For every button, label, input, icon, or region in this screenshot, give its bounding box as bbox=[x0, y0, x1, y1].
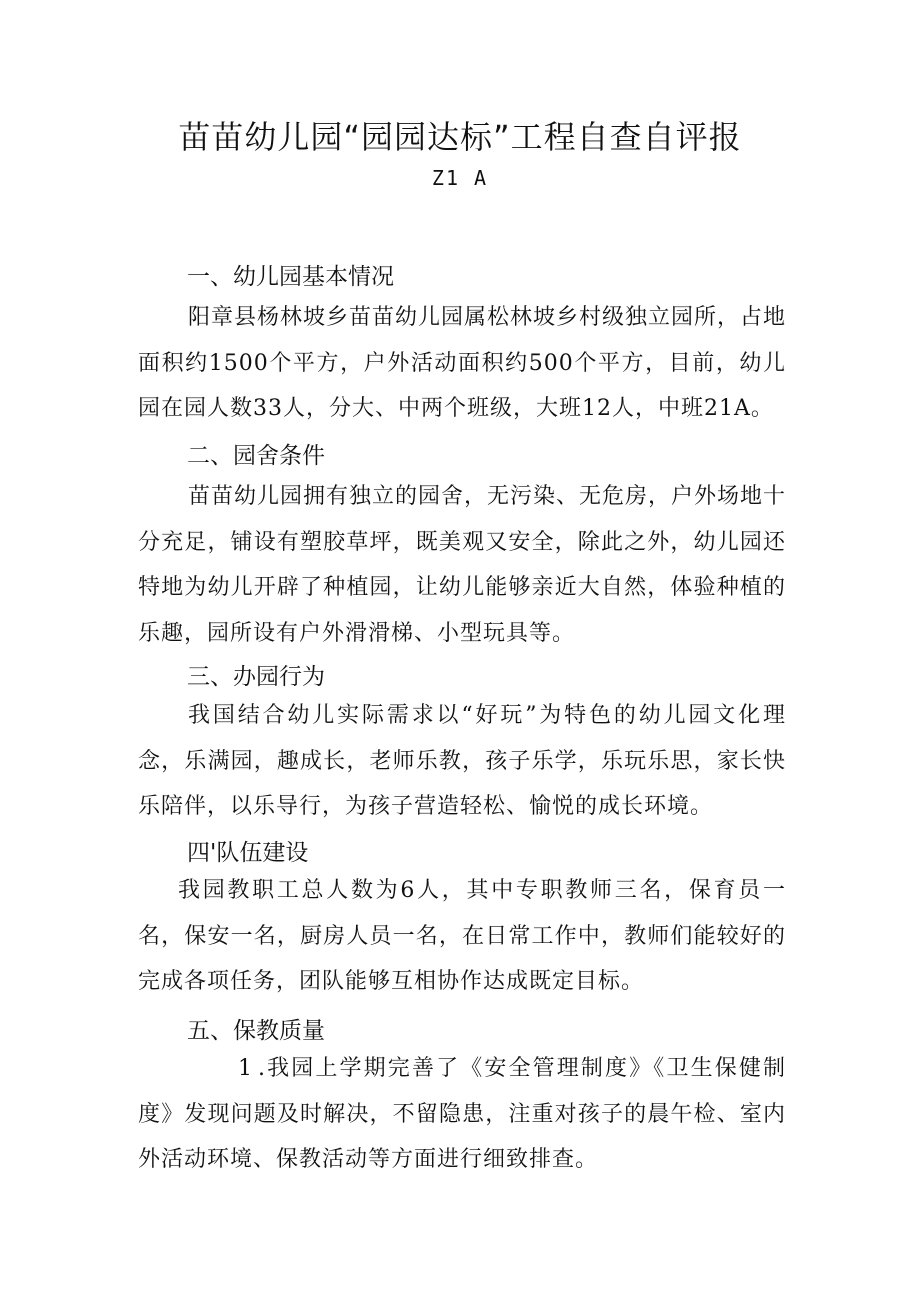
section-3-heading: 三、办园行为 bbox=[187, 664, 325, 690]
section-2-heading: 二、园舍条件 bbox=[187, 443, 325, 469]
section-5-heading: 五、保教质量 bbox=[187, 1018, 325, 1044]
section-4-heading: 四'队伍建设 bbox=[187, 840, 309, 866]
section-4-paragraph: 我园教职工总人数为6人，其中专职教师三名，保育员一名，保安一名，厨房人员一名，在日常工作中，教师们能较好的完成各项任务，团队能够互相协作达成既定目标。 bbox=[138, 878, 786, 994]
document-title: 苗苗幼儿园“园园达标”工程自查自评报 bbox=[178, 118, 742, 156]
list-item-text: .我园上学期完善了《安全管理制度》《卫生保健制度》发现问题及时解决，不留隐患，注重对孩子的晨午检、室内外活动环境、保教活动等方面进行细致排查。 bbox=[138, 1056, 786, 1172]
section-3-paragraph: 我国结合幼儿实际需求以“好玩”为特色的幼儿园文化理念，乐满园，趣成长，老师乐教，孩子乐学，乐玩乐思，家长快乐陪伴，以乐导行，为孩子营造轻松、愉悦的成长环境。 bbox=[138, 703, 786, 819]
section-5-paragraph bbox=[138, 1046, 786, 1183]
section-1-heading: 一、幼儿园基本情况 bbox=[187, 264, 394, 290]
list-item-number: 1 bbox=[238, 1056, 253, 1081]
document-subtitle: Z1 A bbox=[431, 166, 489, 190]
section-1-paragraph: 阳章县杨林坡乡苗苗幼儿园属松林坡乡村级独立园所，占地面积约1500个平方，户外活动面积约500个平方，目前，幼儿园在园人数33人，分大、中两个班级，大班12人，中班21A。 bbox=[138, 305, 787, 421]
section-2-paragraph: 苗苗幼儿园拥有独立的园舍，无污染、无危房，户外场地十分充足，铺设有塑胶草坪，既美观又安全，除此之外，幼儿园还特地为幼儿开辟了种植园，让幼儿能够亲近大自然，体验种植的乐趣，园所设有户外滑滑梯、小型玩具等。 bbox=[138, 484, 787, 646]
